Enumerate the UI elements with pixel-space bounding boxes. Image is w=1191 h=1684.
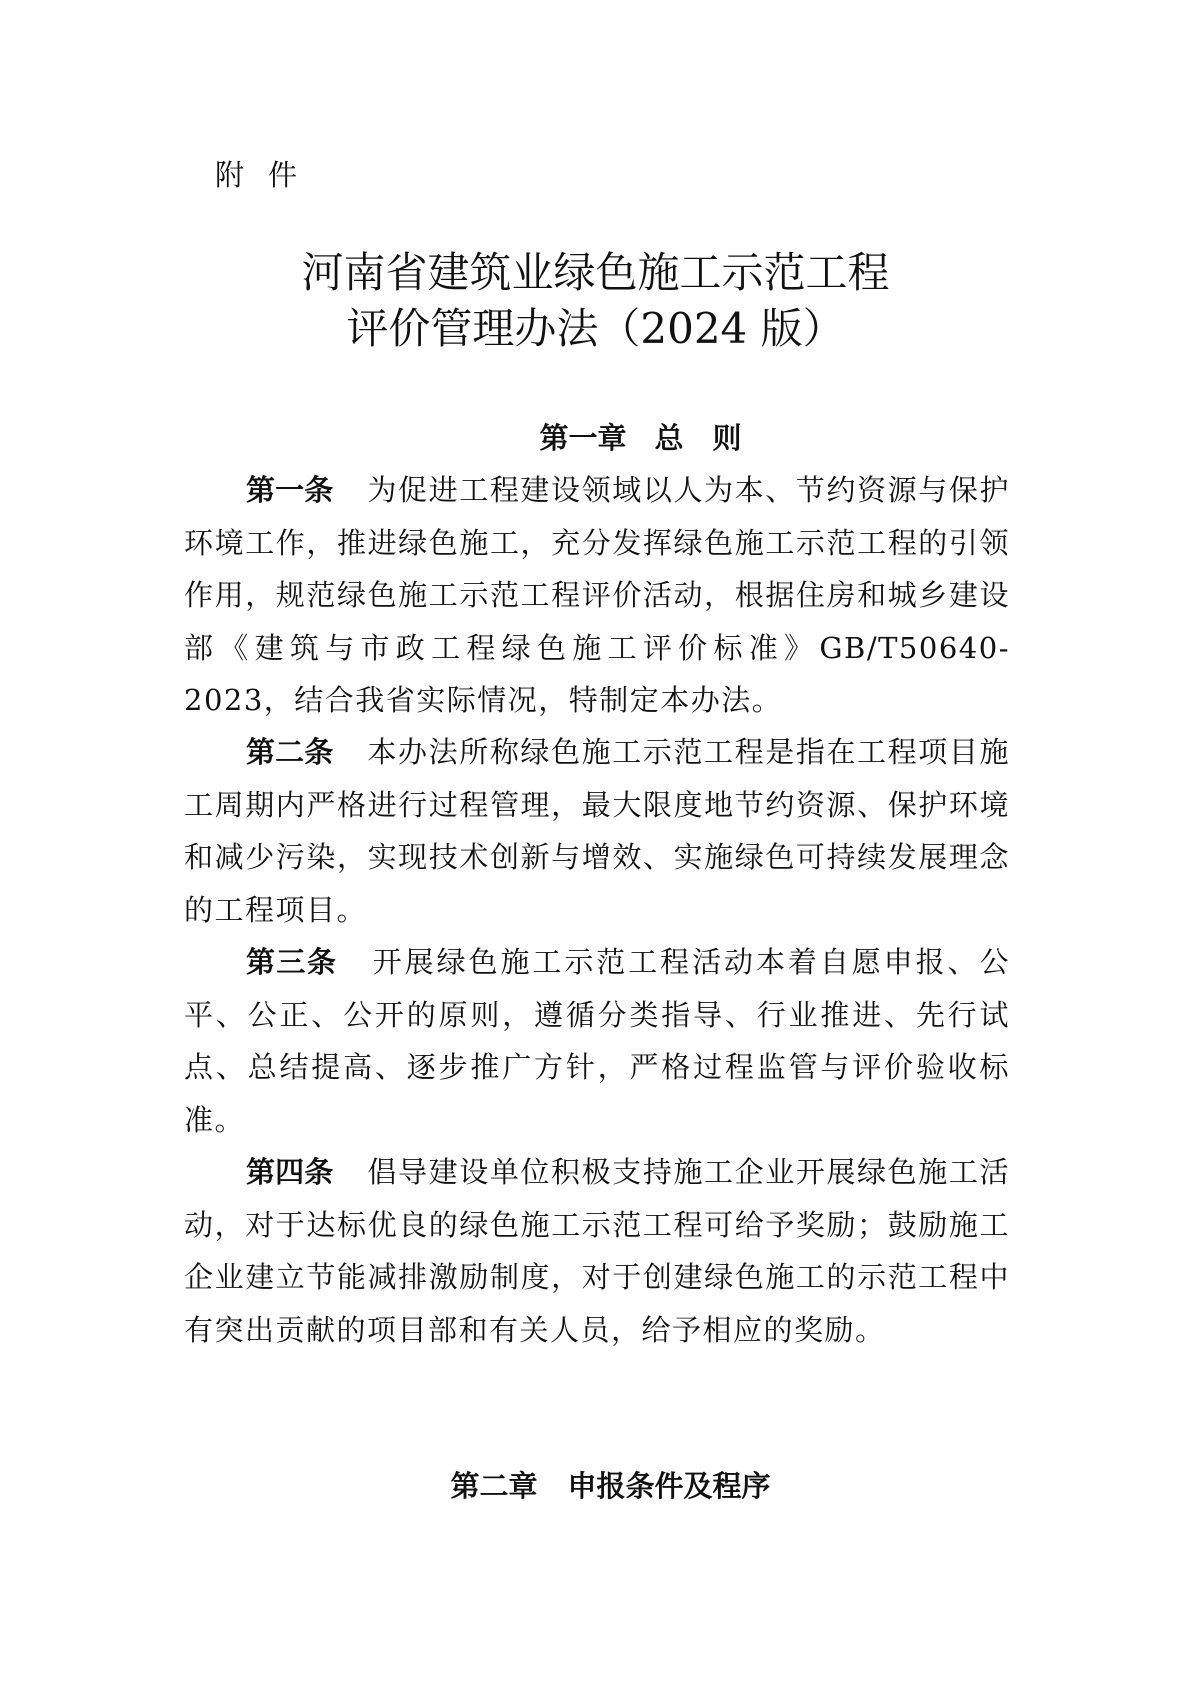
article-3-label: 第三条	[246, 945, 338, 979]
chapter-2-name: 申报条件及程序	[567, 1469, 771, 1503]
article-4-label: 第四条	[246, 1155, 334, 1189]
chapter-1-name: 总 则	[654, 421, 742, 455]
article-4-text: 倡导建设单位积极支持施工企业开展绿色施工活动，对于达标优良的绿色施工示范工程可给予奖励；鼓励施工企业建立节能减排激励制度，对于创建绿色施工的示范工程中有突出贡献的项目部和有关人员，给予相应的奖励。	[184, 1155, 1010, 1347]
chapter-2-number: 第二章	[450, 1469, 538, 1503]
article-2-label: 第二条	[246, 735, 334, 769]
article-2-text: 本办法所称绿色施工示范工程是指在工程项目施工周期内严格进行过程管理，最大限度地节约资源、保护环境和减少污染，实现技术创新与增效、实施绿色可持续发展理念的工程项目。	[184, 735, 1010, 927]
article-3	[184, 936, 1010, 1146]
article-2	[184, 726, 1010, 936]
article-3-text: 开展绿色施工示范工程活动本着自愿申报、公平、公正、公开的原则，遵循分类指导、行业推进、先行试点、总结提高、逐步推广方针，严格过程监管与评价验收标准。	[184, 945, 1010, 1137]
article-1	[184, 464, 1010, 727]
article-4	[184, 1146, 1010, 1356]
chapter-1-heading	[0, 418, 1191, 458]
article-1-text: 为促进工程建设领域以人为本、节约资源与保护环境工作，推进绿色施工，充分发挥绿色施工示范工程的引领作用，规范绿色施工示范工程评价活动，根据住房和城乡建设部《建筑与市政工程绿色施工评价标准》GB/T50640-2023，结合我省实际情况，特制定本办法。	[184, 473, 1010, 717]
article-1-label: 第一条	[246, 473, 334, 507]
attachment-label: 附件	[215, 158, 322, 192]
chapter-2-heading	[0, 1466, 1191, 1506]
document-title-line-1: 河南省建筑业绿色施工示范工程	[301, 248, 890, 297]
document-title-line-2: 评价管理办法（2024 版）	[346, 304, 845, 353]
chapter-1-number: 第一章	[539, 421, 627, 455]
